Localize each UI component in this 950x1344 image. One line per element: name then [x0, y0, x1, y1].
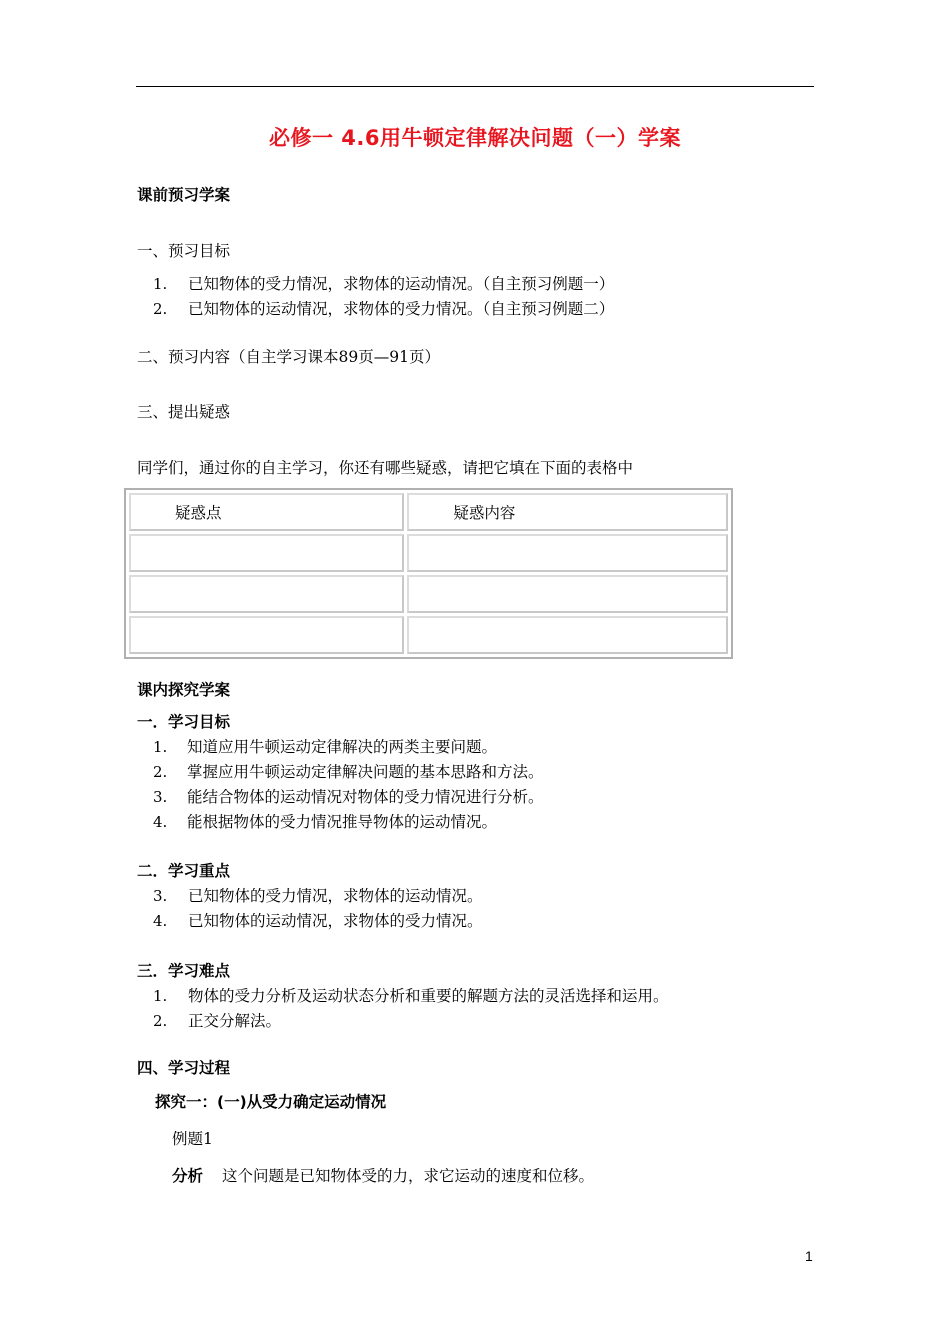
- list-number: 1.: [153, 987, 168, 1005]
- questions-table: [124, 488, 733, 659]
- pre-section-2: 二、预习内容（自主学习课本89页—91页）: [137, 348, 440, 366]
- list-number: 2.: [153, 763, 168, 781]
- list-item: 已知物体的运动情况，求物体的受力情况。: [188, 912, 483, 930]
- list-item: 物体的受力分析及运动状态分析和重要的解题方法的灵活选择和运用。: [188, 987, 669, 1005]
- table-cell[interactable]: [407, 616, 728, 654]
- list-item: 已知物体的受力情况，求物体的运动情况。（自主预习例题一）: [188, 275, 615, 293]
- header-rule: [136, 86, 814, 87]
- list-number: 1.: [153, 275, 168, 293]
- list-number: 4.: [153, 912, 168, 930]
- table-row: [129, 575, 728, 613]
- table-cell[interactable]: [129, 575, 404, 613]
- hard-heading: 三．学习难点: [137, 962, 231, 980]
- table-cell[interactable]: [129, 616, 404, 654]
- table-cell[interactable]: [407, 534, 728, 572]
- inclass-heading: 课内探究学案: [137, 681, 231, 699]
- list-item: 知道应用牛顿运动定律解决的两类主要问题。: [187, 738, 498, 756]
- goals-heading: 一．学习目标: [137, 713, 231, 731]
- list-number: 3.: [153, 788, 168, 806]
- pre-heading: 课前预习学案: [137, 186, 231, 204]
- pre-section-3: 三、提出疑惑: [137, 403, 231, 421]
- analysis-label: 分析: [172, 1167, 204, 1185]
- list-item: 能结合物体的运动情况对物体的受力情况进行分析。: [187, 788, 544, 806]
- document-title: 必修一 4.6用牛顿定律解决问题（一）学案: [268, 126, 681, 150]
- list-number: 2.: [153, 1012, 168, 1030]
- list-number: 3.: [153, 887, 168, 905]
- process-heading: 四、学习过程: [137, 1059, 231, 1077]
- list-number: 4.: [153, 813, 168, 831]
- list-number: 1.: [153, 738, 168, 756]
- table-header-row: [129, 493, 728, 531]
- table-cell[interactable]: [407, 575, 728, 613]
- table-row: [129, 534, 728, 572]
- table-header-cell: 疑惑点: [129, 493, 404, 531]
- list-number: 2.: [153, 300, 168, 318]
- example-1-label: 例题1: [172, 1130, 213, 1148]
- list-item: 已知物体的运动情况，求物体的受力情况。（自主预习例题二）: [188, 300, 615, 318]
- page-number: 1: [805, 1248, 813, 1264]
- explore-1-heading: 探究一：(一)从受力确定运动情况: [155, 1093, 387, 1111]
- list-item: 能根据物体的受力情况推导物体的运动情况。: [187, 813, 498, 831]
- list-item: 正交分解法。: [188, 1012, 282, 1030]
- table-row: [129, 616, 728, 654]
- table-prompt: 同学们，通过你的自主学习，你还有哪些疑惑，请把它填在下面的表格中: [137, 459, 634, 477]
- table-cell[interactable]: [129, 534, 404, 572]
- key-heading: 二．学习重点: [137, 862, 231, 880]
- table-header-cell: 疑惑内容: [407, 493, 728, 531]
- list-item: 掌握应用牛顿运动定律解决问题的基本思路和方法。: [187, 763, 544, 781]
- list-item: 已知物体的受力情况，求物体的运动情况。: [188, 887, 483, 905]
- pre-section-1: 一、预习目标: [137, 242, 231, 260]
- analysis-text: 这个问题是已知物体受的力，求它运动的速度和位移。: [222, 1167, 595, 1185]
